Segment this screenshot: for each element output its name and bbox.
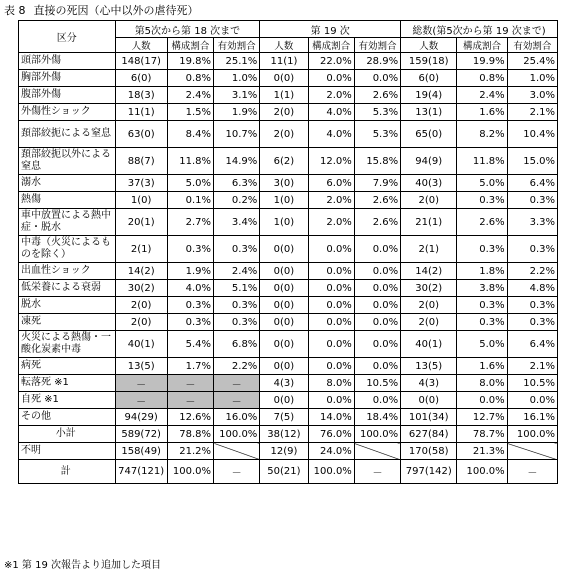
composition-cell: 14.0%	[308, 409, 354, 426]
row-label: 小計	[19, 426, 116, 443]
effective-cell: 0.0%	[354, 263, 400, 280]
row-label: 脱水	[19, 297, 116, 314]
composition-cell: 0.3%	[457, 192, 507, 209]
effective-cell: 4.8%	[507, 280, 557, 297]
row-label: 自死 ※1	[19, 392, 116, 409]
table-row	[19, 121, 558, 148]
effective-cell: 15.8%	[354, 148, 400, 175]
count-cell: 2(0)	[401, 192, 457, 209]
row-label: 頚部絞扼以外による窒息	[19, 148, 116, 175]
row-label: 腹部外傷	[19, 87, 116, 104]
composition-cell: 19.8%	[167, 53, 213, 70]
effective-cell: 6.4%	[507, 331, 557, 358]
composition-cell: 78.7%	[457, 426, 507, 443]
row-label: 病死	[19, 358, 116, 375]
table-row	[19, 263, 558, 280]
effective-cell: －	[507, 460, 557, 484]
count-cell: 0(0)	[260, 236, 308, 263]
composition-cell: 5.0%	[457, 331, 507, 358]
count-cell: 37(3)	[115, 175, 167, 192]
table-row	[19, 426, 558, 443]
subheader-effective: 有効割合	[354, 38, 400, 53]
count-cell: 1(0)	[260, 192, 308, 209]
count-cell: 1(0)	[260, 209, 308, 236]
count-cell: 11(1)	[115, 104, 167, 121]
composition-cell: 0.0%	[308, 358, 354, 375]
effective-cell: 2.6%	[354, 87, 400, 104]
count-cell: 2(1)	[401, 236, 457, 263]
composition-cell: 5.0%	[457, 175, 507, 192]
composition-cell: 0.0%	[308, 314, 354, 331]
composition-cell: 4.0%	[167, 280, 213, 297]
effective-cell: 2.6%	[354, 192, 400, 209]
count-cell: 88(7)	[115, 148, 167, 175]
table-row	[19, 236, 558, 263]
composition-cell: 22.0%	[308, 53, 354, 70]
composition-cell: 5.0%	[167, 175, 213, 192]
effective-cell: 6.4%	[507, 175, 557, 192]
composition-cell: 2.0%	[308, 87, 354, 104]
table-row	[19, 53, 558, 70]
count-cell: 6(0)	[115, 70, 167, 87]
group-header-total: 総数(第5次から第 19 次まで)	[401, 21, 558, 38]
composition-cell: 21.3%	[457, 443, 507, 460]
count-cell: 11(1)	[260, 53, 308, 70]
row-label: 凍死	[19, 314, 116, 331]
composition-cell: 0.0%	[457, 392, 507, 409]
count-cell: 0(0)	[260, 392, 308, 409]
effective-cell: 16.1%	[507, 409, 557, 426]
effective-cell: 2.1%	[507, 104, 557, 121]
count-cell: 1(1)	[260, 87, 308, 104]
effective-cell: 0.3%	[507, 236, 557, 263]
effective-cell: 0.3%	[507, 314, 557, 331]
effective-cell: 16.0%	[214, 409, 260, 426]
composition-cell: 21.2%	[167, 443, 213, 460]
table-row	[19, 87, 558, 104]
table-row	[19, 148, 558, 175]
effective-cell: 0.0%	[354, 70, 400, 87]
effective-cell: 2.6%	[354, 209, 400, 236]
composition-cell: 78.8%	[167, 426, 213, 443]
count-cell: 2(0)	[115, 314, 167, 331]
table-row	[19, 70, 558, 87]
count-cell: 0(0)	[401, 392, 457, 409]
count-cell: 2(0)	[401, 297, 457, 314]
effective-cell: 25.4%	[507, 53, 557, 70]
composition-cell: 12.6%	[167, 409, 213, 426]
count-cell: 12(9)	[260, 443, 308, 460]
effective-cell: －	[214, 460, 260, 484]
effective-cell: 100.0%	[507, 426, 557, 443]
effective-cell: 10.4%	[507, 121, 557, 148]
effective-cell: 3.3%	[507, 209, 557, 236]
count-cell: 13(5)	[401, 358, 457, 375]
composition-cell: 2.4%	[167, 87, 213, 104]
subheader-count: 人数	[260, 38, 308, 53]
subheader-composition: 構成割合	[167, 38, 213, 53]
footnote: ※1 第 19 次報告より追加した項目	[4, 560, 162, 571]
count-cell: 148(17)	[115, 53, 167, 70]
count-cell: 65(0)	[401, 121, 457, 148]
effective-cell: 28.9%	[354, 53, 400, 70]
subheader-composition: 構成割合	[457, 38, 507, 53]
effective-cell: 18.4%	[354, 409, 400, 426]
effective-cell: －	[214, 375, 260, 392]
count-cell: 2(0)	[260, 104, 308, 121]
composition-cell: 8.0%	[457, 375, 507, 392]
table-row	[19, 280, 558, 297]
composition-cell: 0.0%	[308, 236, 354, 263]
composition-cell: 0.0%	[308, 70, 354, 87]
table-row	[19, 358, 558, 375]
composition-cell: 2.0%	[308, 209, 354, 236]
composition-cell: －	[167, 392, 213, 409]
count-cell: 0(0)	[260, 70, 308, 87]
table-row	[19, 409, 558, 426]
effective-cell: 0.0%	[354, 314, 400, 331]
count-cell: 63(0)	[115, 121, 167, 148]
composition-cell: 11.8%	[167, 148, 213, 175]
composition-cell: 0.8%	[167, 70, 213, 87]
effective-cell: 0.0%	[354, 297, 400, 314]
table-caption: 直接の死因（心中以外の虐待死）	[33, 4, 199, 17]
count-cell: 797(142)	[401, 460, 457, 484]
row-label: 頚部絞扼による窒息	[19, 121, 116, 148]
effective-cell: 5.3%	[354, 121, 400, 148]
effective-cell	[354, 443, 400, 460]
count-cell: 0(0)	[260, 358, 308, 375]
death-cause-table	[18, 20, 558, 484]
table-number: 表 8	[4, 4, 26, 17]
composition-cell: 0.3%	[167, 297, 213, 314]
composition-cell: 5.4%	[167, 331, 213, 358]
row-label: 外傷性ショック	[19, 104, 116, 121]
composition-cell: 8.4%	[167, 121, 213, 148]
composition-cell: 19.9%	[457, 53, 507, 70]
effective-cell: －	[214, 392, 260, 409]
composition-cell: 8.2%	[457, 121, 507, 148]
count-cell: 170(58)	[401, 443, 457, 460]
effective-cell: 0.3%	[507, 192, 557, 209]
count-cell: 101(34)	[401, 409, 457, 426]
table-row	[19, 443, 558, 460]
composition-cell: 0.3%	[167, 236, 213, 263]
count-cell: 2(0)	[115, 297, 167, 314]
count-cell: 20(1)	[115, 209, 167, 236]
composition-cell: 100.0%	[167, 460, 213, 484]
count-cell: 2(0)	[401, 314, 457, 331]
composition-cell: 2.0%	[308, 192, 354, 209]
composition-cell: 76.0%	[308, 426, 354, 443]
composition-cell: 12.0%	[308, 148, 354, 175]
count-cell: 589(72)	[115, 426, 167, 443]
effective-cell: 0.3%	[214, 297, 260, 314]
subheader-count: 人数	[115, 38, 167, 53]
row-label: 低栄養による衰弱	[19, 280, 116, 297]
composition-cell: 1.6%	[457, 358, 507, 375]
count-cell: 747(121)	[115, 460, 167, 484]
effective-cell: 0.3%	[214, 314, 260, 331]
count-cell: 40(3)	[401, 175, 457, 192]
composition-cell: 6.0%	[308, 175, 354, 192]
composition-cell: 1.5%	[167, 104, 213, 121]
count-cell: 3(0)	[260, 175, 308, 192]
effective-cell: 0.0%	[354, 331, 400, 358]
composition-cell: 1.9%	[167, 263, 213, 280]
count-cell: 18(3)	[115, 87, 167, 104]
composition-cell: 3.8%	[457, 280, 507, 297]
count-cell: 0(0)	[260, 331, 308, 358]
table-row	[19, 375, 558, 392]
count-cell: －	[115, 392, 167, 409]
composition-cell: 1.8%	[457, 263, 507, 280]
count-cell: 94(29)	[115, 409, 167, 426]
effective-cell: 25.1%	[214, 53, 260, 70]
table-row	[19, 175, 558, 192]
effective-cell: 15.0%	[507, 148, 557, 175]
composition-cell: 0.0%	[308, 331, 354, 358]
table-row	[19, 392, 558, 409]
effective-cell: 2.2%	[214, 358, 260, 375]
composition-cell: 11.8%	[457, 148, 507, 175]
row-label: 出血性ショック	[19, 263, 116, 280]
effective-cell: 2.1%	[507, 358, 557, 375]
count-cell: 38(12)	[260, 426, 308, 443]
composition-cell: 0.0%	[308, 263, 354, 280]
count-cell: 0(0)	[260, 263, 308, 280]
row-label: 熱傷	[19, 192, 116, 209]
count-cell: 21(1)	[401, 209, 457, 236]
count-cell: 1(0)	[115, 192, 167, 209]
effective-cell: 7.9%	[354, 175, 400, 192]
effective-cell	[214, 443, 260, 460]
composition-cell: 2.6%	[457, 209, 507, 236]
effective-cell: 5.1%	[214, 280, 260, 297]
composition-cell: 100.0%	[457, 460, 507, 484]
count-cell: 0(0)	[260, 297, 308, 314]
group-header-19: 第 19 次	[260, 21, 401, 38]
table-row	[19, 192, 558, 209]
effective-cell: 5.3%	[354, 104, 400, 121]
effective-cell: 10.5%	[354, 375, 400, 392]
effective-cell: 10.7%	[214, 121, 260, 148]
row-label: 溺水	[19, 175, 116, 192]
count-cell: 2(0)	[260, 121, 308, 148]
composition-cell: 1.6%	[457, 104, 507, 121]
count-cell: 19(4)	[401, 87, 457, 104]
count-cell: 14(2)	[401, 263, 457, 280]
count-cell: 30(2)	[115, 280, 167, 297]
table-body	[19, 53, 558, 484]
effective-cell: 0.2%	[214, 192, 260, 209]
count-cell: 158(49)	[115, 443, 167, 460]
group-header-5-18: 第5次から第 18 次まで	[115, 21, 260, 38]
row-label: その他	[19, 409, 116, 426]
effective-cell: 3.0%	[507, 87, 557, 104]
composition-cell: 4.0%	[308, 121, 354, 148]
effective-cell: －	[354, 460, 400, 484]
composition-cell: 24.0%	[308, 443, 354, 460]
row-label: 火災による熱傷・一酸化炭素中毒	[19, 331, 116, 358]
effective-cell: 0.0%	[354, 236, 400, 263]
composition-cell: 0.1%	[167, 192, 213, 209]
effective-cell: 10.5%	[507, 375, 557, 392]
subheader-effective: 有効割合	[214, 38, 260, 53]
count-cell: 14(2)	[115, 263, 167, 280]
count-cell: 40(1)	[115, 331, 167, 358]
count-cell: 7(5)	[260, 409, 308, 426]
effective-cell: 1.0%	[214, 70, 260, 87]
count-cell: 13(1)	[401, 104, 457, 121]
effective-cell: 1.9%	[214, 104, 260, 121]
table-row	[19, 314, 558, 331]
count-cell: 6(2)	[260, 148, 308, 175]
subheader-effective: 有効割合	[507, 38, 557, 53]
effective-cell: 14.9%	[214, 148, 260, 175]
count-cell: 627(84)	[401, 426, 457, 443]
composition-cell: 4.0%	[308, 104, 354, 121]
composition-cell: 0.0%	[308, 392, 354, 409]
composition-cell: 100.0%	[308, 460, 354, 484]
effective-cell: 100.0%	[354, 426, 400, 443]
count-cell: 0(0)	[260, 280, 308, 297]
subheader-count: 人数	[401, 38, 457, 53]
composition-cell: 0.3%	[457, 236, 507, 263]
table-row	[19, 331, 558, 358]
composition-cell: 0.3%	[167, 314, 213, 331]
effective-cell: 3.4%	[214, 209, 260, 236]
composition-cell: 0.3%	[457, 314, 507, 331]
table-row	[19, 460, 558, 484]
effective-cell: 2.2%	[507, 263, 557, 280]
effective-cell: 0.3%	[214, 236, 260, 263]
composition-cell: 2.4%	[457, 87, 507, 104]
table-title	[4, 4, 199, 18]
count-cell: －	[115, 375, 167, 392]
composition-cell: 1.7%	[167, 358, 213, 375]
effective-cell: 2.4%	[214, 263, 260, 280]
effective-cell: 3.1%	[214, 87, 260, 104]
effective-cell: 0.0%	[354, 392, 400, 409]
effective-cell	[507, 443, 557, 460]
count-cell: 2(1)	[115, 236, 167, 263]
composition-cell: 2.7%	[167, 209, 213, 236]
count-cell: 159(18)	[401, 53, 457, 70]
count-cell: 30(2)	[401, 280, 457, 297]
effective-cell: 0.0%	[507, 392, 557, 409]
effective-cell: 0.0%	[354, 358, 400, 375]
subheader-composition: 構成割合	[308, 38, 354, 53]
row-label: 計	[19, 460, 116, 484]
count-cell: 4(3)	[401, 375, 457, 392]
composition-cell: 0.0%	[308, 280, 354, 297]
row-label: 車中放置による熱中症・脱水	[19, 209, 116, 236]
row-label: 転落死 ※1	[19, 375, 116, 392]
table-row	[19, 297, 558, 314]
count-cell: 0(0)	[260, 314, 308, 331]
row-label: 頭部外傷	[19, 53, 116, 70]
row-label: 中毒（火災によるものを除く）	[19, 236, 116, 263]
category-header: 区分	[19, 21, 116, 53]
composition-cell: 0.0%	[308, 297, 354, 314]
composition-cell: 0.3%	[457, 297, 507, 314]
effective-cell: 6.3%	[214, 175, 260, 192]
count-cell: 6(0)	[401, 70, 457, 87]
count-cell: 4(3)	[260, 375, 308, 392]
composition-cell: 8.0%	[308, 375, 354, 392]
composition-cell: 0.8%	[457, 70, 507, 87]
composition-cell: －	[167, 375, 213, 392]
composition-cell: 12.7%	[457, 409, 507, 426]
effective-cell: 0.3%	[507, 297, 557, 314]
effective-cell: 100.0%	[214, 426, 260, 443]
table-row	[19, 104, 558, 121]
effective-cell: 1.0%	[507, 70, 557, 87]
row-label: 不明	[19, 443, 116, 460]
count-cell: 40(1)	[401, 331, 457, 358]
count-cell: 13(5)	[115, 358, 167, 375]
effective-cell: 6.8%	[214, 331, 260, 358]
count-cell: 94(9)	[401, 148, 457, 175]
row-label: 胸部外傷	[19, 70, 116, 87]
effective-cell: 0.0%	[354, 280, 400, 297]
table-row	[19, 209, 558, 236]
count-cell: 50(21)	[260, 460, 308, 484]
